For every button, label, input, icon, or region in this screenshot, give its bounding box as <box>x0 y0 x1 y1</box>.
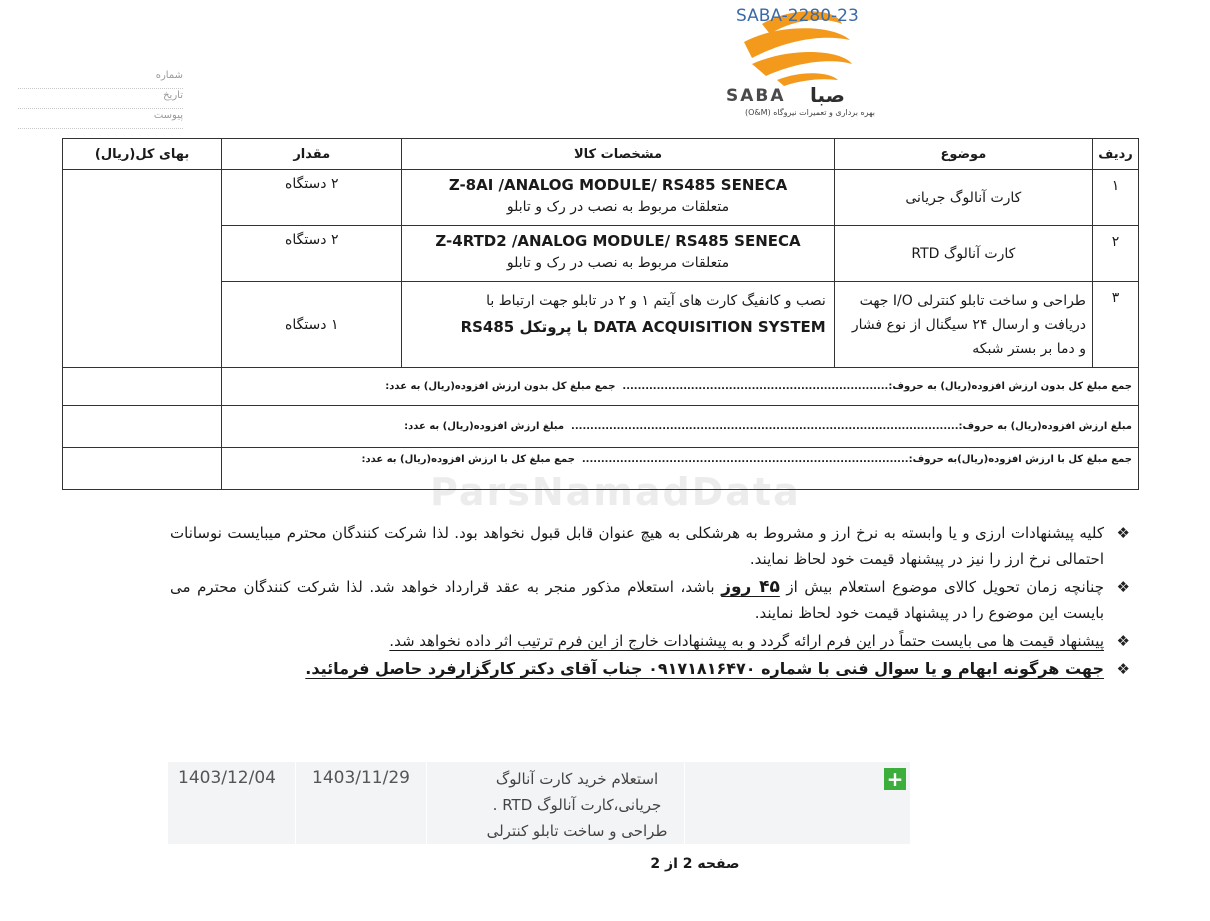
total-row <box>63 448 1139 490</box>
diamond-bullet-icon: ❖ <box>1116 524 1130 542</box>
vat-words-text: مبلغ ارزش افزوده(ریال) به حروف:...................................................................................................... <box>571 421 1132 432</box>
spec-english: Z-8AI /ANALOG MODULE/ RS485 SENECA <box>448 176 788 194</box>
note-item <box>170 574 1130 626</box>
total-row <box>63 368 1139 406</box>
row-spec <box>402 170 834 226</box>
header-total-price: بهای کل(ریال) <box>63 139 222 170</box>
divider <box>426 762 427 844</box>
row-spec <box>402 226 834 282</box>
number-label: شماره <box>155 70 183 81</box>
vat-number-cell[interactable] <box>63 406 222 448</box>
table-header-row <box>63 139 1139 170</box>
header-quantity: مقدار <box>222 139 402 170</box>
grand-total-words-cell[interactable] <box>222 448 1139 490</box>
total-words-text: جمع مبلغ کل بدون ارزش افزوده(ریال) به حروف:...................................................................... <box>622 381 1132 392</box>
page-number: صفحه 2 از 2 <box>650 856 740 872</box>
header-row-number: ردیف <box>1092 139 1138 170</box>
tender-code[interactable]: SABA-2280-23 <box>736 6 859 26</box>
row-subject: کارت آنالوگ جریانی <box>834 170 1092 226</box>
row-price-cell[interactable] <box>63 170 222 368</box>
notes-list <box>170 520 1130 684</box>
note-item <box>170 520 1130 572</box>
date-field <box>18 90 183 109</box>
row-subject <box>834 226 1092 282</box>
note-text: چنانچه زمان تحویل کالای موضوع استعلام بیش از <box>786 578 1104 596</box>
logo-arabic-text: صبا <box>810 83 845 107</box>
date-label: تاریخ <box>163 90 183 101</box>
spec-english: Z-4RTD2 /ANALOG MODULE/ RS485 SENECA <box>435 232 801 250</box>
table-row <box>63 170 1139 226</box>
deadline-date: 1403/12/04 <box>178 768 276 788</box>
grand-total-number-cell[interactable] <box>63 448 222 490</box>
spec-persian: متعلقات مربوط به نصب در رک و تابلو <box>506 255 730 271</box>
spec-english: DATA ACQUISITION SYSTEM با پروتکل RS485 <box>460 318 826 336</box>
note-text: باشد، استعلام مذکور منجر به عقد قرارداد خواهد شد. لذا شرکت کنندگان محترم می بایست این موضوع را در پیشنهاد قیمت خود لحاظ نمایند. <box>170 578 1104 622</box>
attachment-label: پیوست <box>153 110 183 121</box>
row-number: ۲ <box>1092 226 1138 282</box>
row-quantity: ۲ دستگاه <box>222 226 402 282</box>
note-text: پیشنهاد قیمت ها می بایست حتماً در این فرم ارائه گردد و به پیشنهادات خارج از این فرم ترتیب اثر داده نخواهد شد. <box>389 632 1104 650</box>
diamond-bullet-icon: ❖ <box>1116 578 1130 596</box>
row-quantity: ۲ دستگاه <box>222 170 402 226</box>
table-row <box>63 226 1139 282</box>
vat-number-label: مبلغ ارزش افزوده(ریال) به عدد: <box>404 421 565 432</box>
diamond-bullet-icon: ❖ <box>1116 632 1130 650</box>
table-row <box>63 282 1139 368</box>
spec-persian: نصب و کانفیگ کارت های آیتم ۱ و ۲ در تابلو جهت ارتباط با <box>486 293 826 309</box>
total-words-cell[interactable] <box>222 368 1139 406</box>
divider <box>295 762 296 844</box>
logo-latin-text: SABA <box>726 86 786 106</box>
diamond-bullet-icon: ❖ <box>1116 660 1130 678</box>
row-subject-text: کارت آنالوگ RTD <box>911 245 1016 262</box>
vat-words-cell[interactable] <box>222 406 1139 448</box>
header-subject: موضوع <box>834 139 1092 170</box>
row-subject: طراحی و ساخت تابلو کنترلی I/O جهت دریافت و ارسال ۲۴ سیگنال از نوع فشار و دما بر بستر شبکه <box>834 282 1092 368</box>
items-table <box>62 138 1139 490</box>
header-spec: مشخصات کالا <box>402 139 834 170</box>
attachment-field <box>18 110 183 129</box>
row-number: ۳ <box>1092 282 1138 368</box>
row-spec <box>402 282 834 368</box>
number-field <box>18 70 183 89</box>
tender-title[interactable]: استعلام خرید کارت آنالوگ جریانی،کارت آنالوگ RTD . طراحی و ساخت تابلو کنترلی <box>486 770 668 840</box>
watermark: ParsNamadData <box>430 470 801 514</box>
note-highlight: ۴۵ روز <box>721 577 780 597</box>
note-text: کلیه پیشنهادات ارزی و یا وابسته به نرخ ارز و مشروط به هرشکلی به هیچ عنوان قابل قبول نخواهد بود. لذا شرکت کنندگان محترم میبایست نوسانات احتمالی نرخ ارز را نیز در پیشنهاد قیمت خود لحاظ نمایند. <box>170 524 1104 568</box>
note-item <box>170 628 1130 654</box>
total-number-cell[interactable] <box>63 368 222 406</box>
grand-total-number-label: جمع مبلغ کل با ارزش افزوده(ریال) به عدد: <box>361 454 575 465</box>
row-number: ۱ <box>1092 170 1138 226</box>
row-quantity: ۱ دستگاه <box>222 282 402 368</box>
tender-info-row[interactable] <box>168 762 910 844</box>
spec-persian: متعلقات مربوط به نصب در رک و تابلو <box>506 199 730 215</box>
note-text: جهت هرگونه ابهام و یا سوال فنی با شماره ۰۹۱۷۱۸۱۶۴۷۰ جناب آقای دکتر کارگزارفرد حاصل فرمائید. <box>305 659 1104 678</box>
logo-subtitle: بهره برداری و تعمیرات نیروگاه (O&M) <box>745 108 875 117</box>
publish-date: 1403/11/29 <box>312 768 410 788</box>
plus-icon[interactable]: + <box>884 768 906 790</box>
note-item <box>170 656 1130 682</box>
total-number-label: جمع مبلغ کل بدون ارزش افزوده(ریال) به عدد: <box>385 381 616 392</box>
grand-total-words-text: جمع مبلغ کل با ارزش افزوده(ریال)به حروف:...................................................................................... <box>581 454 1132 465</box>
total-row <box>63 406 1139 448</box>
